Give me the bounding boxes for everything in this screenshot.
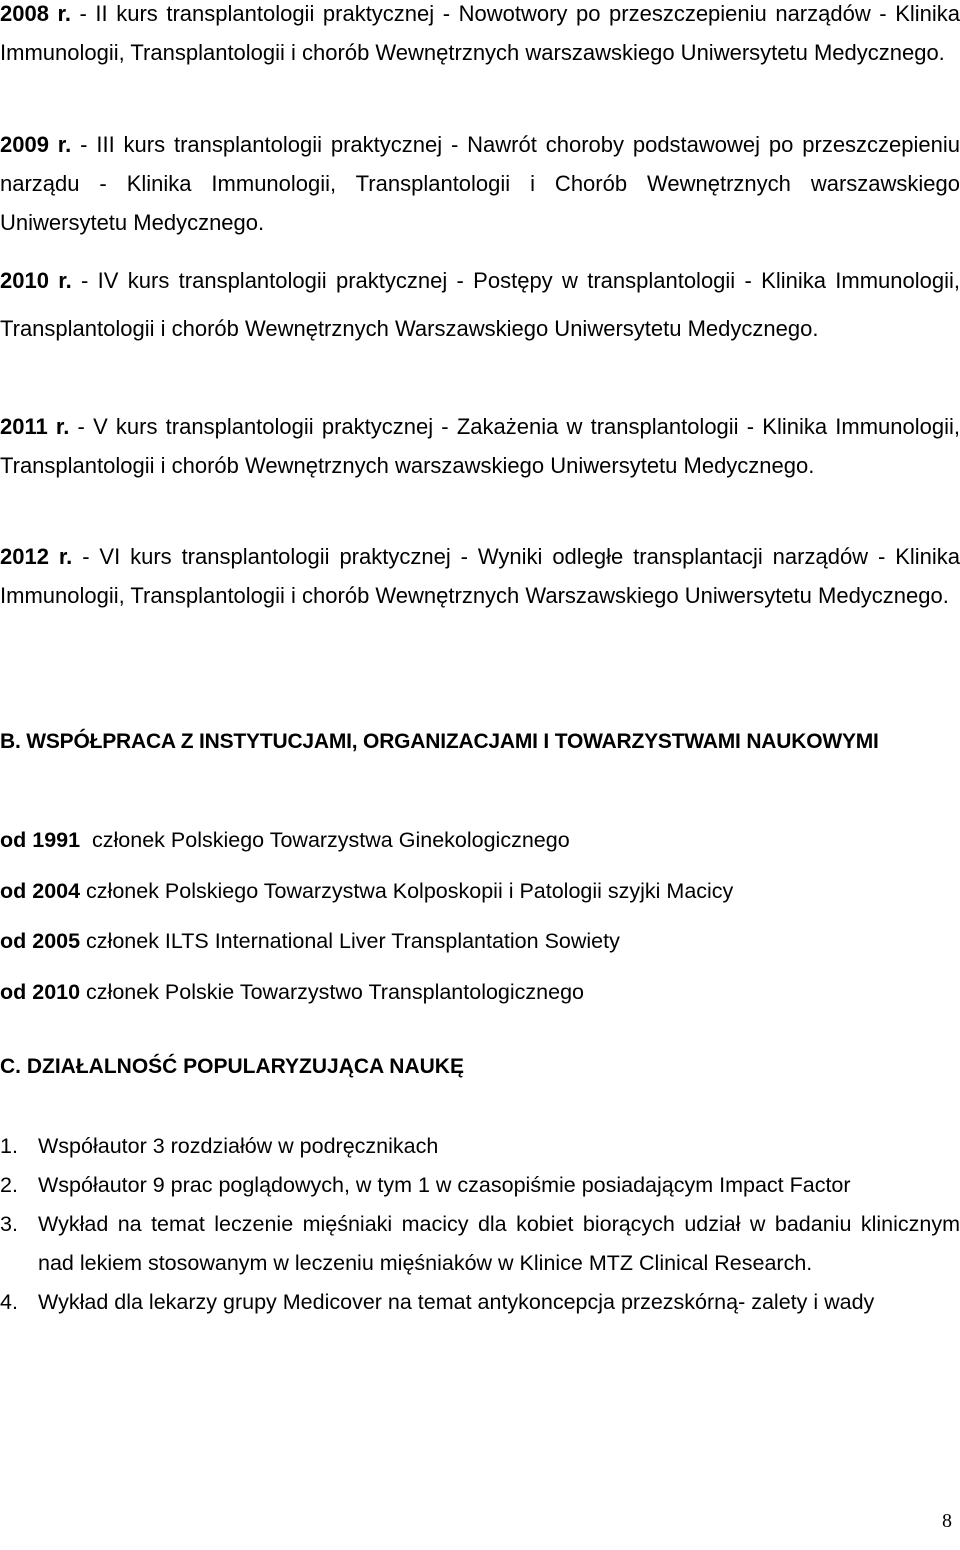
teaching-entry-2008 <box>0 0 960 72</box>
list-item <box>0 1166 960 1205</box>
entry-text: - V kurs transplantologii praktycznej - Zakażenia w transplantologii - Klinika Immunologii, Transplantologii i chorób Wewnętrznych warszawskiego Uniwersytetu Medycznego. <box>0 414 960 478</box>
membership-text: członek Polskie Towarzystwo Transplantologicznego <box>80 980 584 1004</box>
membership-since: od 2010 <box>0 980 81 1004</box>
membership-text: członek ILTS International Liver Transplantation Sowiety <box>80 929 620 953</box>
membership-text: członek Polskiego Towarzystwa Kolposkopii i Patologii szyjki Macicy <box>80 879 734 903</box>
entry-year: 2011 r. <box>0 414 70 439</box>
membership-item <box>0 977 584 1007</box>
list-item-number: 3. <box>0 1212 18 1236</box>
entry-text: - III kurs transplantologii praktycznej - Nawrót choroby podstawowej po przeszczepieniu narządu - Klinika Immunologii, Transplantologii i Chorób Wewnętrznych warszawskiego Uniwersytetu Medycznego. <box>0 132 960 235</box>
teaching-entry-2009 <box>0 125 960 242</box>
entry-text: - VI kurs transplantologii praktycznej - Wyniki odległe transplantacji narządów - Klinika Immunologii, Transplantologii i chorób Wewnętrznych Warszawskiego Uniwersytetu Medycznego. <box>0 544 960 608</box>
section-c-heading: C. DZIAŁALNOŚĆ POPULARYZUJĄCA NAUKĘ <box>0 1055 464 1078</box>
membership-text: członek Polskiego Towarzystwa Ginekologicznego <box>80 828 570 852</box>
list-item-number: 2. <box>0 1173 18 1197</box>
membership-since: od 2005 <box>0 929 81 953</box>
teaching-entry-2010 <box>0 257 960 353</box>
list-item-number: 1. <box>0 1134 18 1158</box>
membership-item <box>0 825 570 855</box>
entry-line-wrapper <box>0 268 960 341</box>
list-item <box>0 1283 960 1322</box>
membership-since: od 2004 <box>0 879 81 903</box>
entry-year: 2010 r. <box>0 268 72 293</box>
list-item-text: Wykład dla lekarzy grupy Medicover na temat antykoncepcja przezskórną- zalety i wady <box>38 1290 875 1314</box>
list-item <box>0 1127 960 1166</box>
membership-item <box>0 926 620 956</box>
page-number: 8 <box>942 1510 952 1532</box>
list-item-text: Wykład na temat leczenie mięśniaki macicy dla kobiet biorących udział w badaniu klinicznym nad lekiem stosowanym w leczeniu mięśniaków w Klinice MTZ Clinical Research. <box>38 1212 960 1275</box>
teaching-entry-2012 <box>0 537 960 615</box>
list-item-text: Współautor 3 rozdziałów w podręcznikach <box>38 1134 439 1158</box>
entry-text: - II kurs transplantologii praktycznej - Nowotwory po przeszczepieniu narządów - Klinika Immunologii, Transplantologii i chorób Wewnętrznych warszawskiego Uniwersytetu Medycznego. <box>0 1 960 65</box>
entry-year: 2012 r. <box>0 544 73 569</box>
membership-since: od 1991 <box>0 828 81 852</box>
list-item-number: 4. <box>0 1290 18 1314</box>
entry-text: - IV kurs transplantologii praktycznej - Postępy w transplantologii - Klinika Immunologii, Transplantologii i chorób Wewnętrznych Warszawskiego Uniwersytetu Medycznego. <box>0 268 960 341</box>
section-b-heading: B. WSPÓŁPRACA Z INSTYTUCJAMI, ORGANIZACJAMI I TOWARZYSTWAMI NAUKOWYMI <box>0 730 879 753</box>
popularization-list <box>0 1127 960 1322</box>
list-item <box>0 1205 960 1283</box>
list-item-text: Współautor 9 prac poglądowych, w tym 1 w czasopiśmie posiadającym Impact Factor <box>38 1173 851 1197</box>
teaching-entry-2011 <box>0 407 960 485</box>
entry-year: 2008 r. <box>0 1 71 26</box>
entry-year: 2009 r. <box>0 132 72 157</box>
membership-item <box>0 876 733 906</box>
